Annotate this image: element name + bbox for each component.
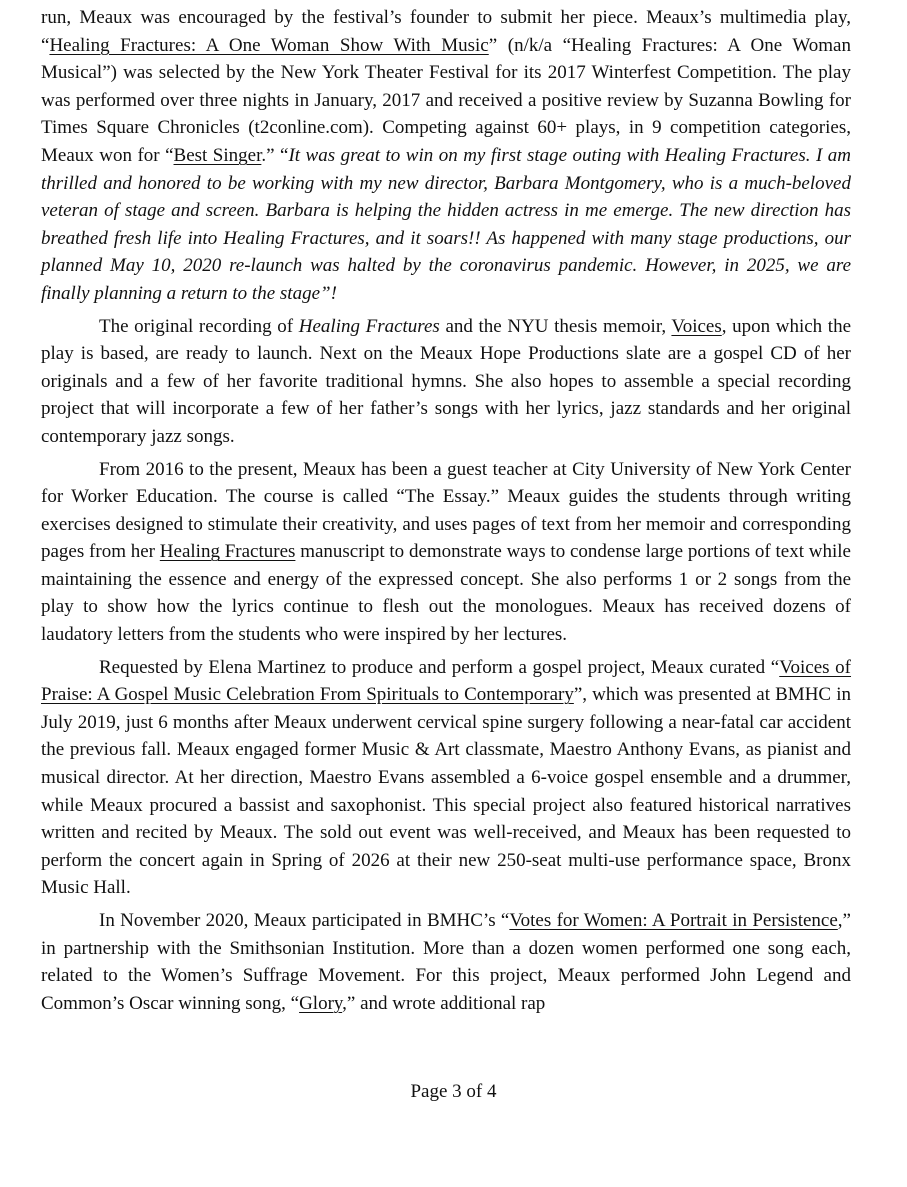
text-run: In November 2020, Meaux participated in BMHC’s “ [99, 910, 510, 931]
paragraph-teaching [41, 456, 851, 649]
paragraph-gospel-project [41, 654, 851, 902]
document-page [41, 4, 851, 1022]
text-run: , upon which the play is based, are ready to launch. Next on the Meaux Hope Productions slate are a gospel CD of her originals and a few of her favorite traditional hymns. She also hopes to assemble a special recording project that will incorporate a few of her father’s songs with her lyrics, jazz standards and her original contemporary jazz songs. [41, 315, 851, 447]
text-run: run, Meaux was encouraged by the festival’s founder to submit her piece. Meaux’s multimedia play, “ [41, 7, 851, 56]
program-title-underlined: Votes for Women: A Portrait in Persistence [509, 910, 838, 931]
concert-title-underlined: Voices of Praise: A Gospel Music Celebration From Spirituals to Contemporary [41, 656, 852, 706]
text-run: ”, which was presented at BMHC in July 2019, just 6 months after Meaux underwent cervical spine surgery following a near-fatal car accident the previous fall. Meaux engaged former Music & Art classmate, Maestro Anthony Evans, as pianist and musical director. At her direction, Maestro Evans assembled a 6-voice gospel ensemble and a drummer, while Meaux procured a bassist and saxophonist. This special project also featured historical narratives written and recited by Meaux. The sold out event was well-received, and Meaux has been requested to perform the concert again in Spring of 2026 at their new 250-seat multi-use performance space, Bronx Music Hall. [41, 684, 852, 899]
paragraph-recording [41, 313, 851, 451]
text-run: The original recording of [99, 315, 299, 337]
text-run: Requested by Elena Martinez to produce and perform a gospel project, Meaux curated “ [99, 656, 780, 678]
paragraph-votes-for-women [41, 907, 851, 1017]
text-run: and the NYU thesis memoir, [439, 315, 672, 337]
award-underlined: Best Singer [173, 144, 262, 166]
text-run: From 2016 to the present, Meaux has been a guest teacher at City University of New York Center for Worker Education. The course is called “The Essay.” Meaux guides the students through writing exercises designed to stimulate their creativity, and uses pages of text from her memoir and corresponding pages from her [41, 458, 851, 563]
paragraph-festival [41, 4, 851, 308]
italic-title: Healing Fractures [298, 315, 440, 337]
play-title-underlined: Healing Fractures: A One Woman Show With Music [49, 34, 489, 56]
song-title-underlined: Glory [299, 992, 343, 1014]
text-run: ” (n/k/a “Healing Fractures: A One Woman Musical”) was selected by the New York Theater Festival for its 2017 Winterfest Competition. The play was performed over three nights in January, 2017 and received a positive review by Suzanna Bowling for Times Square Chronicles (t2conline.com). Competing against 60+ plays, in 9 competition categories, Meaux won for “ [41, 34, 851, 166]
memoir-title-underlined: Voices [671, 315, 722, 337]
manuscript-title-underlined: Healing Fractures [159, 541, 296, 563]
text-run: ,” and wrote additional rap [342, 992, 546, 1014]
text-run: ,” in partnership with the Smithsonian Institution. More than a dozen women performed one song each, related to the Women’s Suffrage Movement. For this project, Meaux performed John Legend and Common’s Oscar winning song, “ [41, 910, 851, 1014]
italic-quote: It was great to win on my first stage outing with Healing Fractures. I am thrilled and honored to be working with my new director, Barbara Montgomery, who is a much-beloved veteran of stage and screen. Barbara is helping the hidden actress in me emerge. The new direction has breathed fresh life into Healing Fractures, and it soars!! As happened with many stage productions, our planned May 10, 2020 re-launch was halted by the coronavirus pandemic. However, in 2025, we are finally planning a return to the stage”! [41, 144, 851, 304]
text-run: .” “ [261, 144, 289, 166]
page-number: Page 3 of 4 [410, 1081, 497, 1102]
text-run: manuscript to demonstrate ways to condense large portions of text while maintaining the essence and energy of the expressed concept. She also performs 1 or 2 songs from the play to show how the lyrics continue to flesh out the monologues. Meaux has received dozens of laudatory letters from the students who were inspired by her lectures. [41, 541, 851, 646]
